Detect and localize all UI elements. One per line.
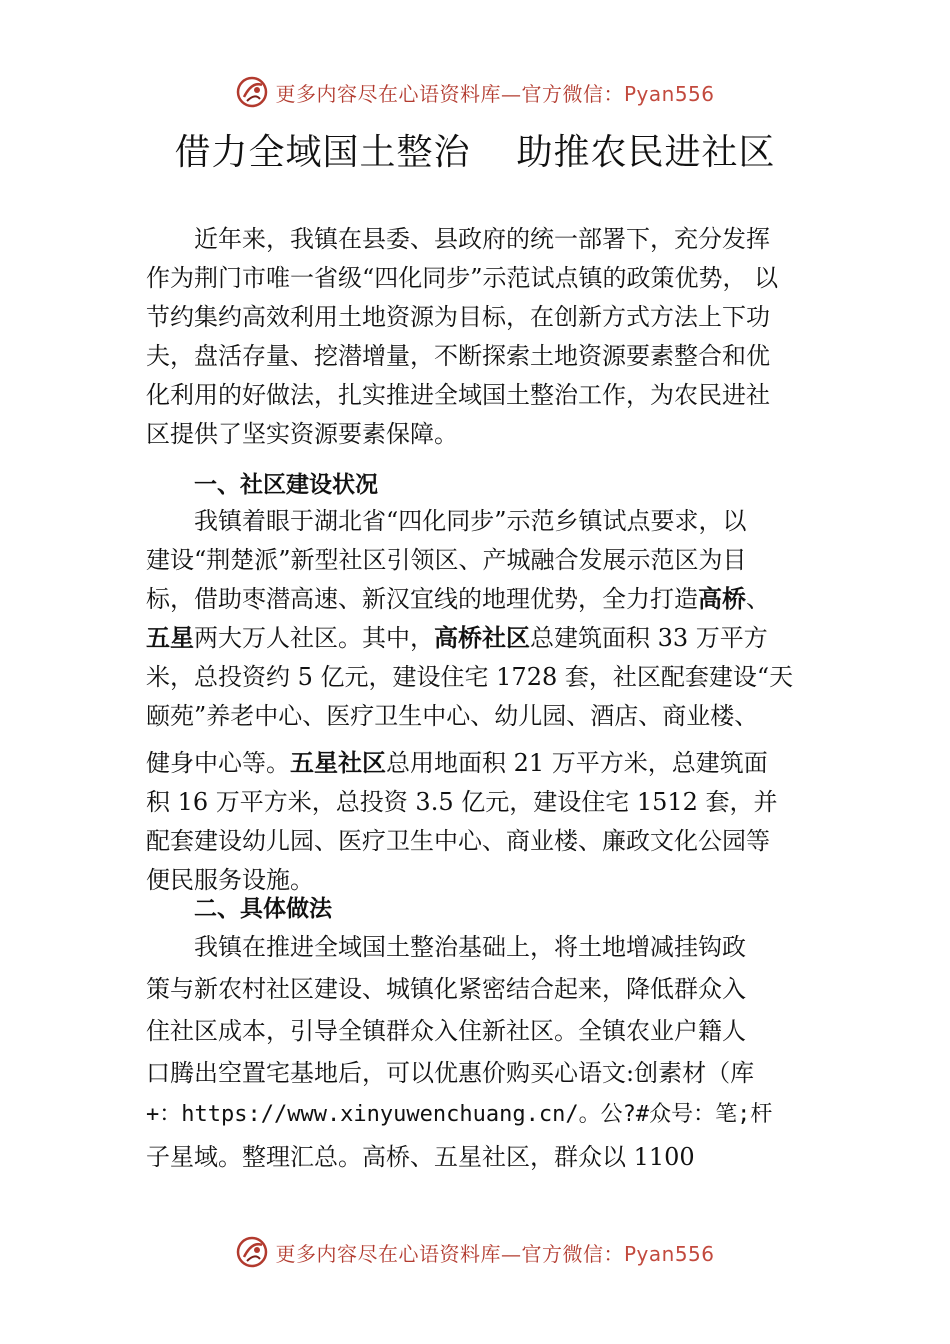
page-title: 借力全域国土整治 助推农民进社区 [174, 132, 776, 173]
footer-banner [0, 1230, 950, 1274]
logo-icon [235, 75, 269, 109]
section-heading-1: 一、社区建设状况 [194, 472, 378, 498]
paragraph-intro: 近年来，我镇在县委、县政府的统一部署下，充分发挥 作为荆门市唯一省级“四化同步”示范试点镇的政策优势， 以 节约集约高效利用土地资源为目标，在创新方式方法上下功 夫，盘活存量、挖潜增量，不断探索土地资源要素整合和优 化利用的好做法，扎实推进全域国土整治工作，为农民进社 区提供了坚实资源要素保障。 [146, 225, 779, 448]
wechat-id: Pyan556 [623, 1241, 715, 1266]
banner-text: 更多内容尽在心语资料库—官方微信：Pyan556 [275, 1241, 715, 1266]
logo-icon [235, 1235, 269, 1269]
paragraph-approach: 我镇在推进全域国土整治基础上，将土地增减挂钩政 策与新农村社区建设、城镇化紧密结合起来，降低群众入 住社区成本，引导全镇群众入住新社区。全镇农业户籍人 口腾出空置宅基地后，可以优惠价购买心语文:创素材（库 +：https://www.xinyuwenchuang.cn/。公?#众号：笔;杆 子星域。整理汇总。高桥、五星社区，群众以 1100 [146, 933, 773, 1171]
section-heading-2: 二、具体做法 [194, 896, 332, 922]
header-banner [0, 70, 950, 114]
banner-text: 更多内容尽在心语资料库—官方微信：Pyan556 [275, 81, 715, 106]
wechat-id: Pyan556 [623, 81, 715, 106]
paragraph-community-status: 我镇着眼于湖北省“四化同步”示范乡镇试点要求，以 建设“荆楚派”新型社区引领区、产城融合发展示范区为目 标，借助枣潜高速、新汉宜线的地理优势，全力打造高桥、 五星两大万人社区。其中，高桥社区总建筑面积 33 万平方 米，总投资约 5 亿元，建设住宅 1728 套，社区配套建设“天 颐苑”养老中心、医疗卫生中心、幼儿园、酒店、商业楼、 健身中心等。五星社区总用地面积 21 万平方米，总建筑面 积 16 万平方米，总投资 3.5 亿元，建设住宅 1512 套，并 配套建设幼儿园、医疗卫生中心、商业楼、廉政文化公园等 便民服务设施。 [146, 507, 794, 894]
